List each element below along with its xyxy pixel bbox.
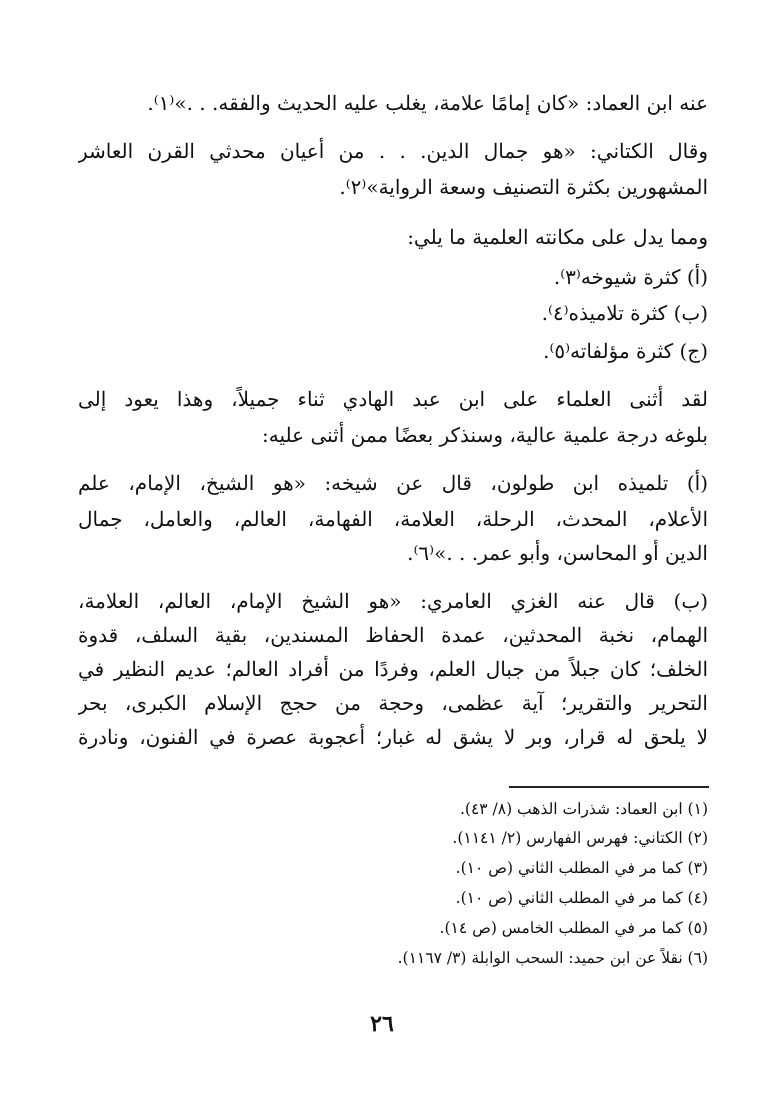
footnote-separator — [509, 786, 709, 788]
body-line-13: (ب) قال عنه الغزي العامري: «هو الشيخ الإمام، العالم، العلامة، — [78, 589, 708, 613]
page-number: ٢٦ — [370, 1011, 394, 1037]
footnote-5: (٥) كما مر في المطلب الخامس (ص ١٤). — [439, 919, 708, 937]
body-line-8: لقد أثنى العلماء على ابن عبد الهادي ثناء جميلاً، وهذا يعود إلى — [78, 387, 708, 411]
body-line-4: ومما يدل على مكانته العلمية ما يلي: — [407, 225, 708, 249]
footnote-2: (٢) الكتاني: فهرس الفهارس (٢/ ١١٤١). — [452, 829, 708, 847]
footnote-6: (٦) نقلاً عن ابن حميد: السحب الوابلة (٣/ ١١٦٧). — [397, 949, 708, 967]
list-item-a: (أ) كثرة شيوخه⁽٣⁾. — [553, 265, 708, 289]
body-line-17: لا يلحق له قرار، وبر لا يشق له غبار؛ أعجوبة عصرة في الفنون، ونادرة — [78, 725, 708, 749]
body-line-2: وقال الكتاني: «هو جمال الدين. . . من أعيان محدثي القرن العاشر — [78, 139, 708, 163]
body-line-10: (أ) تلميذه ابن طولون، قال عن شيخه: «هو الشيخ، الإمام، علم — [78, 471, 708, 495]
footnote-3: (٣) كما مر في المطلب الثاني (ص ١٠). — [455, 859, 708, 877]
body-line-9: بلوغه درجة علمية عالية، وسنذكر بعضًا ممن أثنى عليه: — [262, 423, 708, 447]
body-line-14: الهمام، نخبة المحدثين، عمدة الحفاظ المسندين، بقية السلف، قدوة — [78, 623, 708, 647]
body-line-11: الأعلام، المحدث، الرحلة، العلامة، الفهامة، العالم، والعامل، جمال — [78, 507, 708, 531]
footnote-4: (٤) كما مر في المطلب الثاني (ص ١٠). — [455, 889, 708, 907]
body-line-16: التحرير والتقرير؛ آية عظمى، وحجة من حجج الإسلام الكبرى، بحر — [78, 691, 708, 715]
body-line-15: الخلف؛ كان جبلاً من جبال العلم، وفردًا من أفراد العالم؛ عديم النظير في — [78, 657, 708, 681]
body-line-1: عنه ابن العماد: «كان إمامًا علامة، يغلب عليه الحديث والفقه. . .»⁽١⁾. — [147, 91, 708, 115]
list-item-b: (ب) كثرة تلاميذه⁽٤⁾. — [541, 301, 708, 325]
list-item-c: (ج) كثرة مؤلفاته⁽٥⁾. — [543, 339, 708, 363]
body-line-12: الدين أو المحاسن، وأبو عمر. . .»⁽٦⁾. — [407, 541, 708, 565]
footnote-1: (١) ابن العماد: شذرات الذهب (٨/ ٤٣). — [459, 800, 708, 818]
body-line-3: المشهورين بكثرة التصنيف وسعة الرواية»⁽٢⁾. — [339, 175, 708, 199]
